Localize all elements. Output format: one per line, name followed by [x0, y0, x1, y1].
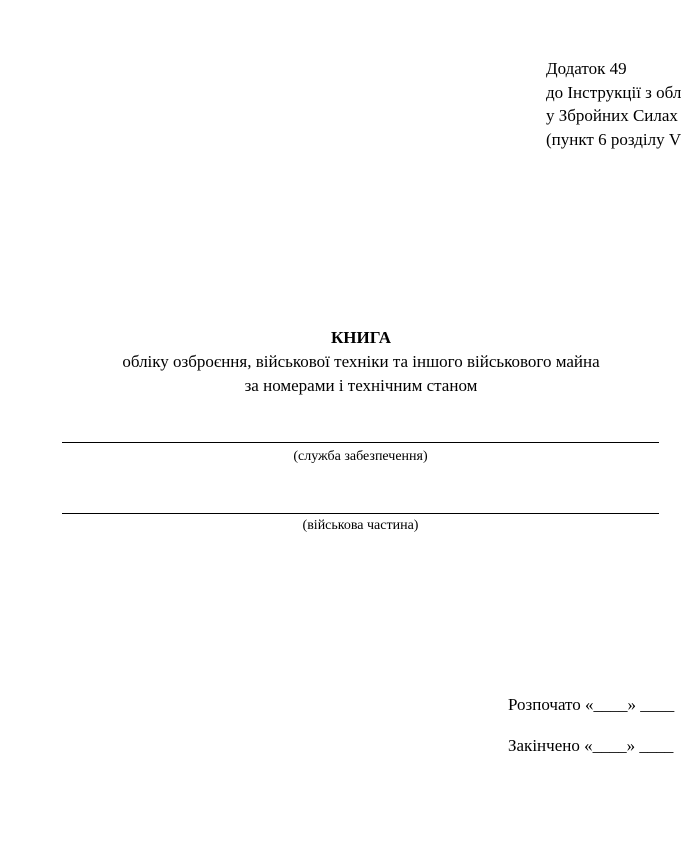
started-date-line: Розпочато «____» ____ — [508, 695, 675, 714]
book-title: КНИГА — [330, 328, 391, 347]
unit-field-line — [62, 513, 659, 514]
appendix-armed-forces: у Збройних Силах — [546, 106, 678, 125]
service-field-line — [62, 442, 659, 443]
finished-date-line: Закінчено «____» ____ — [508, 736, 674, 755]
service-field-caption: (служба забезпечення) — [293, 449, 428, 464]
unit-field-caption: (військова частина) — [302, 518, 419, 533]
appendix-instruction-ref: до Інструкції з обл — [546, 82, 682, 102]
appendix-number: Додаток 49 — [546, 59, 627, 78]
appendix-note — [546, 57, 681, 151]
book-title-block — [0, 326, 700, 398]
book-subtitle-line-1: обліку озброєння, військової техніки та іншого військового майна — [122, 352, 600, 371]
appendix-section-ref: (пункт 6 розділу V — [546, 129, 682, 149]
book-subtitle-line-2: за номерами і технічним станом — [244, 376, 478, 395]
